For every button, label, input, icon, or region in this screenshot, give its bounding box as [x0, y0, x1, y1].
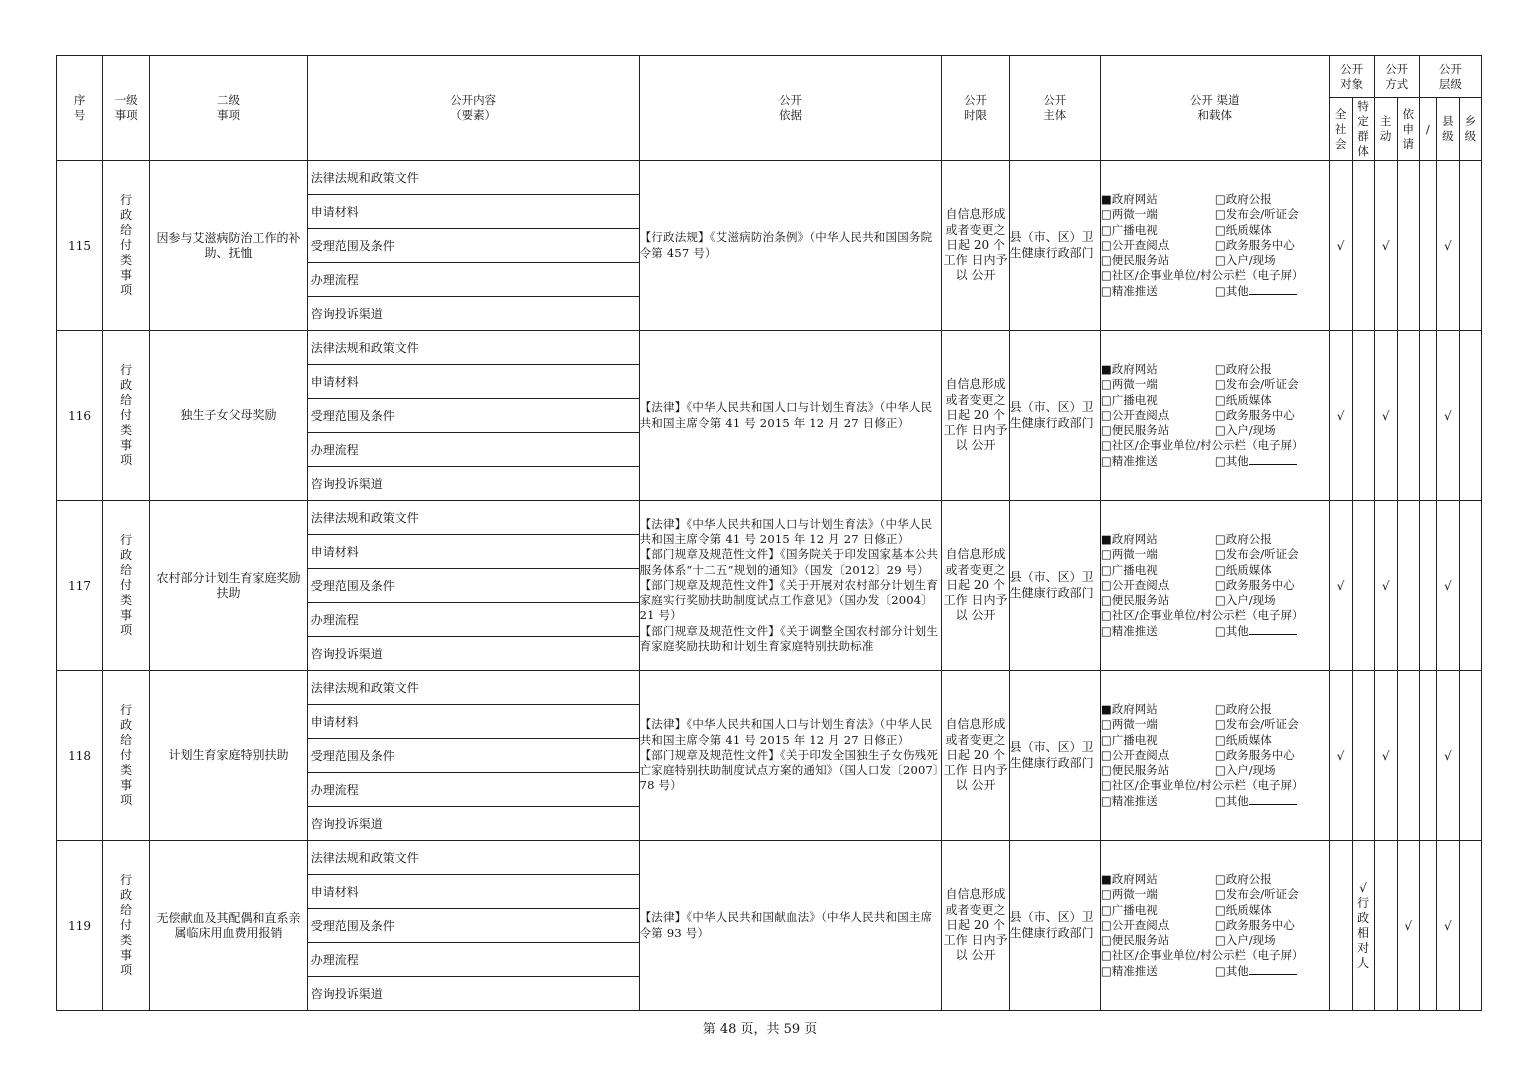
header-time: 公开 时限	[942, 56, 1009, 161]
row-method-apply: √	[1397, 841, 1419, 1011]
channel-option: □精准推送	[1100, 453, 1158, 468]
row-method-active: √	[1374, 671, 1397, 841]
row-subject: 县（市、区）卫 生健康行政部门	[1009, 841, 1100, 1011]
content-item: 法律法规和政策文件	[307, 671, 639, 705]
channel-option: □两微一端	[1100, 887, 1158, 902]
row-level-town	[1459, 331, 1481, 501]
channel-option: □其他	[1215, 964, 1297, 979]
row-basis: 【法律】《中华人民共和国献血法》（中华人民共和国主席令第 93 号）	[639, 841, 942, 1011]
row-level1: 行政给付类事项	[103, 501, 150, 671]
header-content: 公开内容 （要素）	[307, 56, 639, 161]
header-target-all: 全社会	[1329, 98, 1352, 161]
row-slash	[1419, 501, 1436, 671]
row-basis: 【行政法规】《艾滋病防治条例》（中华人民共和国国务院令第 457 号）	[639, 161, 942, 331]
channel-option: □便民服务站	[1100, 763, 1170, 778]
content-item: 咨询投诉渠道	[307, 637, 639, 671]
channel-option: □广播电视	[1100, 222, 1158, 237]
row-seq: 119	[57, 841, 103, 1011]
channel-option: □社区/企事业单位/村公示栏（电子屏）	[1100, 948, 1304, 963]
header-slash: /	[1419, 98, 1436, 161]
channel-option: □入户/现场	[1214, 593, 1276, 608]
table-row	[57, 161, 1482, 195]
channel-option: □两微一端	[1100, 377, 1158, 392]
header-method-apply: 依申请	[1397, 98, 1419, 161]
row-slash	[1419, 331, 1436, 501]
header-method-active: 主动	[1374, 98, 1397, 161]
channel-option: □便民服务站	[1100, 933, 1170, 948]
row-level1: 行政给付类事项	[103, 671, 150, 841]
channel-option: □政务服务中心	[1214, 917, 1295, 932]
row-level-county: √	[1436, 161, 1459, 331]
row-target-all: √	[1329, 161, 1352, 331]
row-channels	[1100, 331, 1329, 501]
header-target-specific: 特定群体	[1352, 98, 1374, 161]
row-method-active: √	[1374, 501, 1397, 671]
channel-list	[1101, 192, 1329, 299]
row-level1: 行政给付类事项	[103, 841, 150, 1011]
channel-option: □发布会/听证会	[1214, 887, 1299, 902]
channel-option: □精准推送	[1100, 793, 1158, 808]
channel-option: □公开查阅点	[1100, 917, 1170, 932]
table-row	[57, 841, 1482, 875]
header-level1: 一级 事项	[103, 56, 150, 161]
content-item: 法律法规和政策文件	[307, 841, 639, 875]
channel-option: □入户/现场	[1214, 763, 1276, 778]
header-level-town: 乡级	[1459, 98, 1481, 161]
channel-option: □纸质媒体	[1214, 562, 1272, 577]
row-subject: 县（市、区）卫 生健康行政部门	[1009, 671, 1100, 841]
row-subject: 县（市、区）卫 生健康行政部门	[1009, 161, 1100, 331]
channel-option: □其他	[1215, 624, 1297, 639]
content-item: 受理范围及条件	[307, 399, 639, 433]
row-time: 自信息形成或者变更之日起 20 个工作 日内予以 公开	[942, 841, 1009, 1011]
channel-option: □公开查阅点	[1100, 747, 1170, 762]
row-time: 自信息形成或者变更之日起 20 个工作 日内予以 公开	[942, 501, 1009, 671]
content-item: 申请材料	[307, 875, 639, 909]
blank-line	[1249, 284, 1297, 295]
channel-option: □精准推送	[1100, 623, 1158, 638]
channel-option: □其他	[1215, 794, 1297, 809]
channel-option: □入户/现场	[1214, 253, 1276, 268]
row-level-county: √	[1436, 841, 1459, 1011]
content-item: 受理范围及条件	[307, 739, 639, 773]
row-level-town	[1459, 161, 1481, 331]
header-seq: 序 号	[57, 56, 103, 161]
content-item: 咨询投诉渠道	[307, 297, 639, 331]
channel-option: □广播电视	[1100, 902, 1158, 917]
header-subject: 公开 主体	[1009, 56, 1100, 161]
row-method-apply	[1397, 161, 1419, 331]
row-target-all	[1329, 841, 1352, 1011]
channel-option: □政府公报	[1214, 361, 1272, 376]
channel-option: □政府公报	[1214, 871, 1272, 886]
row-target-specific	[1352, 331, 1374, 501]
row-method-apply	[1397, 501, 1419, 671]
channel-option: □社区/企事业单位/村公示栏（电子屏）	[1100, 268, 1304, 283]
channel-option: □广播电视	[1100, 732, 1158, 747]
content-item: 办理流程	[307, 433, 639, 467]
channel-option: □其他	[1215, 284, 1297, 299]
channel-option: □纸质媒体	[1214, 222, 1272, 237]
row-seq: 117	[57, 501, 103, 671]
row-basis: 【法律】《中华人民共和国人口与计划生育法》（中华人民共和国主席令第 41 号 2015 年 12 月 27 日修正） 【部门规章及规范性文件】《国务院关于印发国家基本公共服务体系“十二五”规划的通知》（国发〔2012〕29 号） 【部门规章及规范性文件】《关于开展对农村部分计划生育家庭实行奖励扶助制度试点工作意见》（国办发〔2004〕21 号） 【部门规章及规范性文件】《关于调整全国农村部分计划生育家庭奖励扶助和计划生育家庭特别扶助标准	[639, 501, 942, 671]
row-level2: 独生子女父母奖励	[150, 331, 307, 501]
row-seq: 118	[57, 671, 103, 841]
row-channels	[1100, 671, 1329, 841]
row-target-specific	[1352, 161, 1374, 331]
header-level2: 二级 事项	[150, 56, 307, 161]
row-target-all: √	[1329, 331, 1352, 501]
row-method-active: √	[1374, 161, 1397, 331]
channel-option: □政府公报	[1214, 531, 1272, 546]
content-item: 申请材料	[307, 705, 639, 739]
row-time: 自信息形成或者变更之日起 20 个工作 日内予以 公开	[942, 331, 1009, 501]
row-method-apply	[1397, 331, 1419, 501]
content-item: 办理流程	[307, 603, 639, 637]
blank-line	[1249, 624, 1297, 635]
channel-list	[1101, 362, 1329, 469]
header-basis: 公开 依据	[639, 56, 942, 161]
channel-option: □广播电视	[1100, 562, 1158, 577]
channel-option: □发布会/听证会	[1214, 377, 1299, 392]
content-item: 申请材料	[307, 195, 639, 229]
row-time: 自信息形成或者变更之日起 20 个工作 日内予以 公开	[942, 671, 1009, 841]
row-method-active	[1374, 841, 1397, 1011]
row-level-county: √	[1436, 331, 1459, 501]
row-channels	[1100, 501, 1329, 671]
channel-option: □两微一端	[1100, 207, 1158, 222]
channel-option: □公开查阅点	[1100, 407, 1170, 422]
channel-option: □社区/企事业单位/村公示栏（电子屏）	[1100, 438, 1304, 453]
channel-option: □发布会/听证会	[1214, 717, 1299, 732]
content-item: 法律法规和政策文件	[307, 331, 639, 365]
row-slash	[1419, 161, 1436, 331]
channel-option: □政务服务中心	[1214, 747, 1295, 762]
row-target-all: √	[1329, 501, 1352, 671]
row-level2: 无偿献血及其配偶和直系亲属临床用血费用报销	[150, 841, 307, 1011]
channel-option: □精准推送	[1100, 963, 1158, 978]
content-item: 法律法规和政策文件	[307, 161, 639, 195]
table-row	[57, 331, 1482, 365]
channel-option: □政务服务中心	[1214, 237, 1295, 252]
channel-option: □政府公报	[1214, 701, 1272, 716]
row-target-specific: √行政相对人	[1352, 841, 1374, 1011]
content-item: 办理流程	[307, 263, 639, 297]
row-level2: 农村部分计划生育家庭奖励扶助	[150, 501, 307, 671]
row-level2: 因参与艾滋病防治工作的补助、抚恤	[150, 161, 307, 331]
row-level-county: √	[1436, 671, 1459, 841]
channel-option: ■政府网站	[1100, 701, 1158, 716]
disclosure-table	[56, 55, 1482, 1011]
row-target-all: √	[1329, 671, 1352, 841]
channel-option: □公开查阅点	[1100, 577, 1170, 592]
channel-option: ■政府网站	[1100, 361, 1158, 376]
row-level-county: √	[1436, 501, 1459, 671]
row-subject: 县（市、区）卫 生健康行政部门	[1009, 501, 1100, 671]
header-target: 公开 对象	[1329, 56, 1374, 98]
channel-option: □入户/现场	[1214, 423, 1276, 438]
row-target-specific	[1352, 501, 1374, 671]
header-level: 公开 层级	[1419, 56, 1481, 98]
header-method: 公开 方式	[1374, 56, 1419, 98]
table-row	[57, 501, 1482, 535]
table-body	[57, 161, 1482, 1011]
blank-line	[1249, 454, 1297, 465]
row-slash	[1419, 671, 1436, 841]
content-item: 咨询投诉渠道	[307, 807, 639, 841]
channel-option: □纸质媒体	[1214, 392, 1272, 407]
row-time: 自信息形成或者变更之日起 20 个工作 日内予以 公开	[942, 161, 1009, 331]
content-item: 申请材料	[307, 535, 639, 569]
channel-option: ■政府网站	[1100, 191, 1158, 206]
channel-option: □政务服务中心	[1214, 407, 1295, 422]
header-channel: 公开 渠道 和载体	[1100, 56, 1329, 161]
channel-option: □发布会/听证会	[1214, 207, 1299, 222]
channel-list	[1101, 532, 1329, 639]
channel-option: □公开查阅点	[1100, 237, 1170, 252]
content-item: 办理流程	[307, 943, 639, 977]
blank-line	[1249, 964, 1297, 975]
page-footer: 第 48 页，共 59 页	[702, 1022, 818, 1037]
channel-option: ■政府网站	[1100, 531, 1158, 546]
content-item: 法律法规和政策文件	[307, 501, 639, 535]
channel-option: □政府公报	[1214, 191, 1272, 206]
row-level-town	[1459, 671, 1481, 841]
channel-option: □社区/企事业单位/村公示栏（电子屏）	[1100, 608, 1304, 623]
channel-option: □便民服务站	[1100, 593, 1170, 608]
row-slash	[1419, 841, 1436, 1011]
row-basis: 【法律】《中华人民共和国人口与计划生育法》（中华人民共和国主席令第 41 号 2015 年 12 月 27 日修正） 【部门规章及规范性文件】《关于印发全国独生子女伤残死亡家庭特别扶助制度试点方案的通知》（国人口发〔2007〕78 号）	[639, 671, 942, 841]
row-target-specific	[1352, 671, 1374, 841]
row-channels	[1100, 161, 1329, 331]
channel-option: □社区/企事业单位/村公示栏（电子屏）	[1100, 778, 1304, 793]
row-level-town	[1459, 841, 1481, 1011]
row-seq: 116	[57, 331, 103, 501]
table-row	[57, 671, 1482, 705]
content-item: 申请材料	[307, 365, 639, 399]
channel-option: □广播电视	[1100, 392, 1158, 407]
row-basis: 【法律】《中华人民共和国人口与计划生育法》（中华人民共和国主席令第 41 号 2015 年 12 月 27 日修正）	[639, 331, 942, 501]
row-level1: 行政给付类事项	[103, 161, 150, 331]
row-level1: 行政给付类事项	[103, 331, 150, 501]
channel-option: □纸质媒体	[1214, 732, 1272, 747]
channel-option: □政务服务中心	[1214, 577, 1295, 592]
channel-list	[1101, 872, 1329, 979]
channel-option: □纸质媒体	[1214, 902, 1272, 917]
row-seq: 115	[57, 161, 103, 331]
channel-option: □入户/现场	[1214, 933, 1276, 948]
row-level-town	[1459, 501, 1481, 671]
channel-option: □其他	[1215, 454, 1297, 469]
content-item: 咨询投诉渠道	[307, 977, 639, 1011]
channel-option: ■政府网站	[1100, 871, 1158, 886]
row-channels	[1100, 841, 1329, 1011]
row-method-apply	[1397, 671, 1419, 841]
channel-option: □便民服务站	[1100, 253, 1170, 268]
content-item: 受理范围及条件	[307, 229, 639, 263]
channel-option: □两微一端	[1100, 717, 1158, 732]
channel-option: □两微一端	[1100, 547, 1158, 562]
content-item: 受理范围及条件	[307, 569, 639, 603]
channel-option: □发布会/听证会	[1214, 547, 1299, 562]
blank-line	[1249, 794, 1297, 805]
channel-list	[1101, 702, 1329, 809]
row-method-active: √	[1374, 331, 1397, 501]
channel-option: □便民服务站	[1100, 423, 1170, 438]
row-level2: 计划生育家庭特别扶助	[150, 671, 307, 841]
header-level-county: 县级	[1436, 98, 1459, 161]
content-item: 办理流程	[307, 773, 639, 807]
channel-option: □精准推送	[1100, 283, 1158, 298]
row-subject: 县（市、区）卫 生健康行政部门	[1009, 331, 1100, 501]
content-item: 咨询投诉渠道	[307, 467, 639, 501]
content-item: 受理范围及条件	[307, 909, 639, 943]
